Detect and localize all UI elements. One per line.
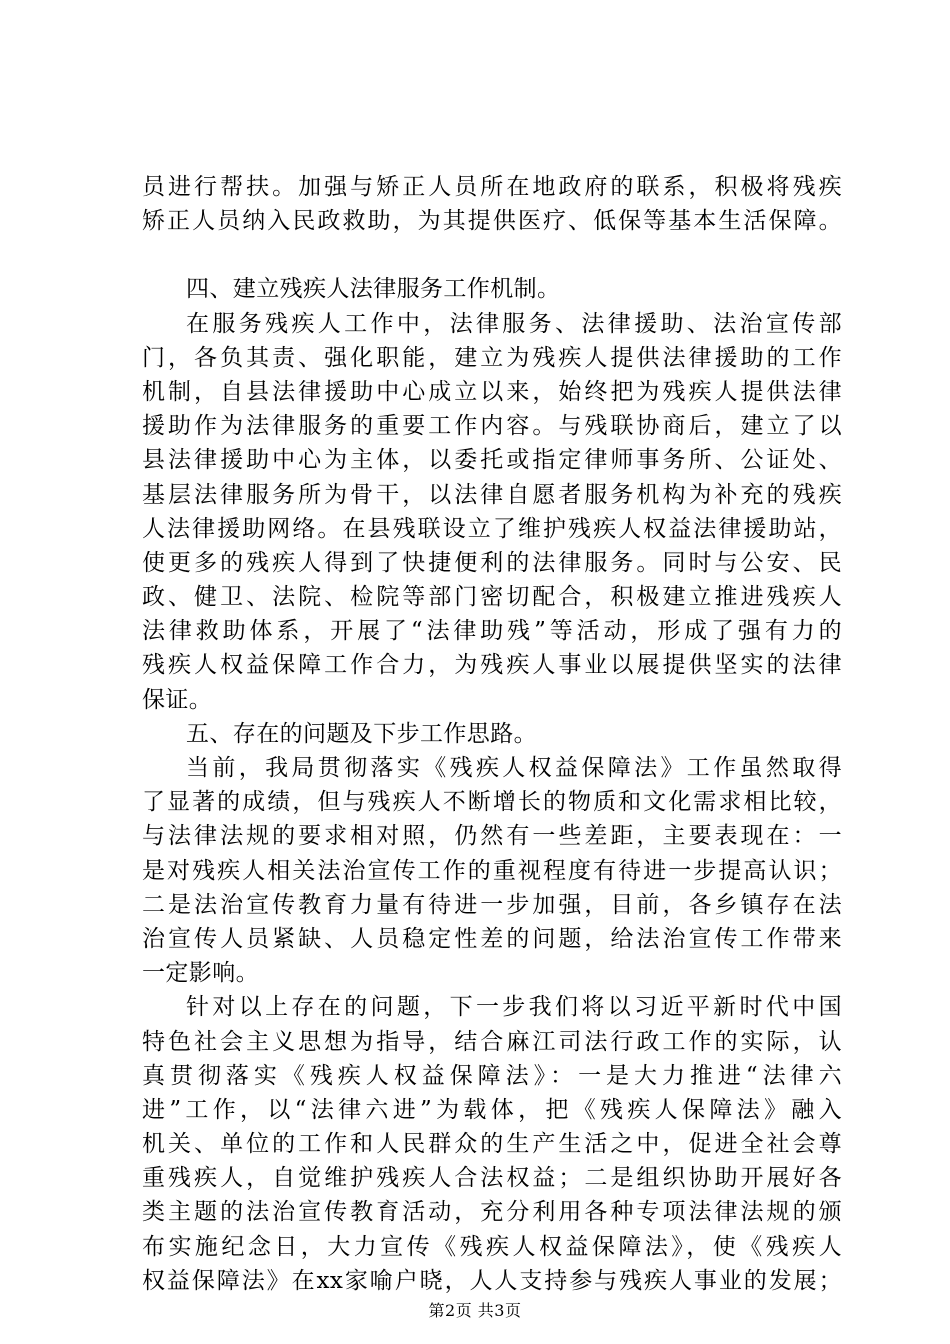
- text-line: 机关、单位的工作和人民群众的生产生活之中，促进全社会尊: [142, 1131, 842, 1158]
- text-line: 在服务残疾人工作中，法律服务、法律援助、法治宣传部: [186, 310, 842, 337]
- text-line: 进”工作，以“法律六进”为载体，把《残疾人保障法》融入: [142, 1096, 842, 1123]
- text-line: 政、健卫、法院、检院等部门密切配合，积极建立推进残疾人: [142, 584, 842, 611]
- section-heading-4: 四、建立残疾人法律服务工作机制。: [186, 276, 561, 303]
- text-line: 一定影响。: [142, 960, 259, 987]
- text-line: 当前，我局贯彻落实《残疾人权益保障法》工作虽然取得: [186, 755, 842, 781]
- text-line: 了显著的成绩，但与残疾人不断增长的物质和文化需求相比较，: [142, 789, 842, 816]
- text-line: 门，各负其责、强化职能，建立为残疾人提供法律援助的工作: [142, 344, 842, 371]
- text-line: 法律救助体系，开展了“法律助残”等活动，形成了强有力的: [142, 618, 842, 645]
- paragraph-gap: [142, 238, 842, 272]
- paragraph-section-4: [142, 307, 842, 717]
- text-line: 县法律援助中心为主体，以委托或指定律师事务所、公证处、: [142, 447, 842, 474]
- text-line: 是对残疾人相关法治宣传工作的重视程度有待进一步提高认识；: [142, 857, 842, 884]
- text-line: 基层法律服务所为骨干，以法律自愿者服务机构为补充的残疾: [142, 481, 842, 508]
- text-line: 布实施纪念日，大力宣传《残疾人权益保障法》，使《残疾人: [142, 1233, 842, 1260]
- text-line: 类主题的法治宣传教育活动，充分利用各种专项法律法规的颁: [142, 1199, 842, 1226]
- text-line: 权益保障法》在xx家喻户晓，人人支持参与残疾人事业的发展；: [142, 1267, 842, 1294]
- text-line: 针对以上存在的问题，下一步我们将以习近平新时代中国: [186, 994, 842, 1021]
- paragraph-continuation: [142, 170, 842, 238]
- text-line: 残疾人权益保障工作合力，为残疾人事业以展提供坚实的法律: [142, 652, 842, 679]
- text-line: 保证。: [142, 686, 213, 713]
- text-line: 治宣传人员紧缺、人员稳定性差的问题，给法治宣传工作带来: [142, 925, 842, 952]
- section-heading-5: 五、存在的问题及下步工作思路。: [186, 720, 537, 747]
- text-line: 员进行帮扶。加强与矫正人员所在地政府的联系，积极将残疾: [142, 174, 842, 200]
- paragraph-section-5-next-steps: [142, 990, 842, 1298]
- text-line: 真贯彻落实《残疾人权益保障法》：一是大力推进“法律六: [142, 1062, 842, 1089]
- text-line: 二是法治宣传教育力量有待进一步加强，目前，各乡镇存在法: [142, 891, 842, 918]
- text-line: 使更多的残疾人得到了快捷便利的法律服务。同时与公安、民: [142, 549, 842, 576]
- text-line: 人法律援助网络。在县残联设立了维护残疾人权益法律援助站，: [142, 515, 842, 542]
- text-line: 援助作为法律服务的重要工作内容。与残联协商后，建立了以: [142, 413, 842, 440]
- text-line: 矫正人员纳入民政救助，为其提供医疗、低保等基本生活保障。: [142, 208, 842, 235]
- text-line: 与法律法规的要求相对照，仍然有一些差距，主要表现在：一: [142, 823, 842, 850]
- text-line: 重残疾人，自觉维护残疾人合法权益；二是组织协助开展好各: [142, 1165, 842, 1192]
- page-number-footer: 第2页 共3页: [428, 1301, 522, 1320]
- text-line: 特色社会主义思想为指导，结合麻江司法行政工作的实际，认: [142, 1028, 842, 1055]
- text-line: 机制，自县法律援助中心成立以来，始终把为残疾人提供法律: [142, 378, 842, 405]
- document-body: [142, 170, 842, 1298]
- paragraph-section-5-current: [142, 751, 842, 990]
